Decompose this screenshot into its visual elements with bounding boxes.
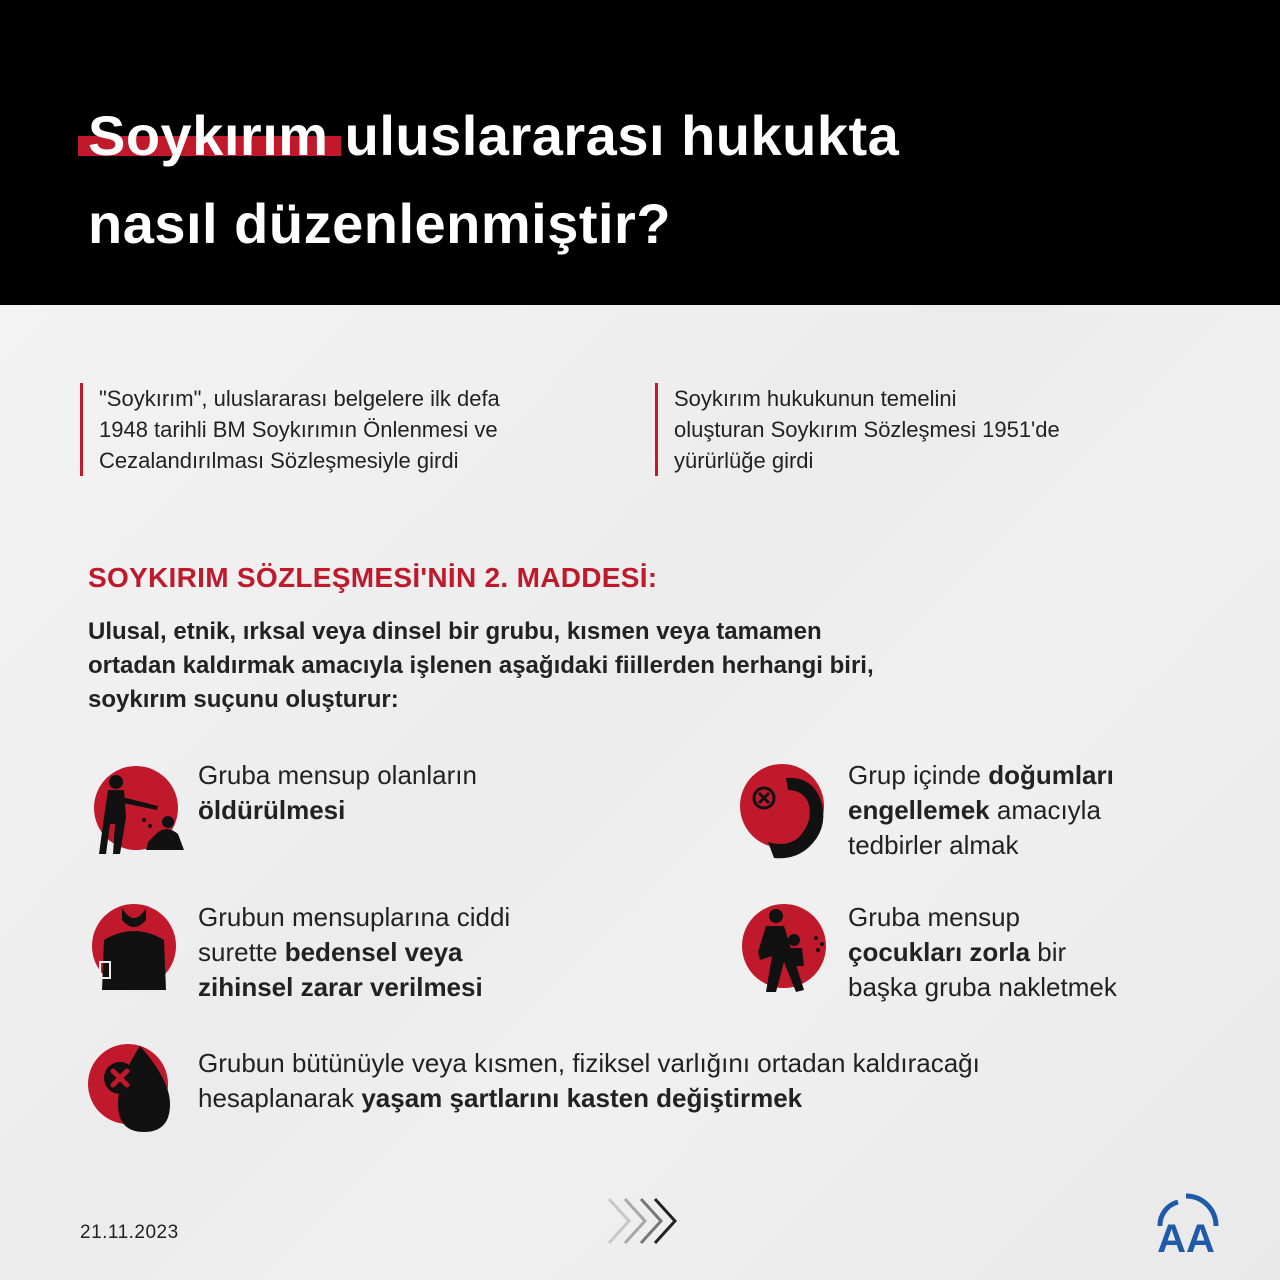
header: [0, 0, 1280, 305]
article-desc-line: Ulusal, etnik, ırksal veya dinsel bir grubu, kısmen veya tamamen: [88, 618, 822, 645]
blood-drop-cross-icon: [86, 1040, 186, 1140]
item-children-text: [848, 900, 1198, 1005]
injured-person-icon: [86, 900, 186, 1000]
item-text-bold: öldürülmesi: [198, 795, 346, 825]
item-text-line: başka gruba nakletmek: [848, 972, 1117, 1002]
item-births-text: [848, 758, 1198, 863]
item-text-bold: yaşam şartlarını kasten değiştirmek: [361, 1083, 803, 1113]
item-killing-text: [198, 758, 638, 828]
intro-left-line: Cezalandırılması Sözleşmesiyle girdi: [99, 448, 459, 473]
page-title: [88, 92, 1188, 268]
gunman-icon: [86, 762, 186, 862]
item-harm: [86, 900, 646, 1010]
intro-right-line: oluşturan Soykırım Sözleşmesi 1951'de: [674, 417, 1060, 442]
item-conditions-text: [198, 1046, 1188, 1116]
article-title: SOYKIRIM SÖZLEŞMESİ'NİN 2. MADDESİ:: [88, 562, 658, 593]
item-text-line: Grup içinde: [848, 760, 989, 790]
publish-date: 21.11.2023: [80, 1222, 179, 1243]
intro-left-line: "Soykırım", uluslararası belgelere ilk defa: [99, 386, 500, 411]
aa-logo-icon: [1150, 1192, 1222, 1256]
title-line2: nasıl düzenlenmiştir?: [88, 192, 672, 255]
item-text-line: surette: [198, 937, 285, 967]
child-abduction-icon: [738, 900, 838, 1000]
pregnancy-blocked-icon: [738, 762, 838, 862]
intro-right-line: yürürlüğe girdi: [674, 448, 814, 473]
item-text-bold: doğumları: [988, 760, 1114, 790]
item-text-line: Grubun bütünüyle veya kısmen, fiziksel varlığını ortadan kaldıracağı: [198, 1048, 980, 1078]
item-text-bold: çocukları zorla: [848, 937, 1031, 967]
item-conditions: [86, 1040, 1196, 1150]
item-text-bold: bedensel veya: [284, 937, 463, 967]
item-children: [738, 900, 1198, 1010]
item-text-line: amacıyla: [989, 795, 1101, 825]
item-text-bold: zihinsel zarar verilmesi: [198, 972, 483, 1002]
item-text-line: hesaplanarak: [198, 1083, 362, 1113]
article-description: [88, 615, 1088, 717]
item-harm-text: [198, 900, 638, 1005]
item-text-line: Gruba mensup olanların: [198, 760, 477, 790]
item-text-line: Grubun mensuplarına ciddi: [198, 902, 511, 932]
item-text-line: bir: [1030, 937, 1067, 967]
intro-right-line: Soykırım hukukunun temelini: [674, 386, 957, 411]
item-births: [738, 762, 1198, 872]
intro-left-line: 1948 tarihli BM Soykırımın Önlenmesi ve: [99, 417, 498, 442]
title-line1-rest: uluslararası hukukta: [328, 104, 900, 167]
item-text-bold: engellemek: [848, 795, 990, 825]
title-highlight: Soykırım: [88, 92, 329, 180]
item-text-line: Gruba mensup: [848, 902, 1020, 932]
item-text-line: tedbirler almak: [848, 830, 1019, 860]
chevrons-right-icon[interactable]: [605, 1195, 677, 1247]
logo-text: AA: [1157, 1217, 1215, 1256]
intro-right: [655, 383, 1154, 476]
item-killing: [86, 762, 646, 872]
intro-left: [80, 383, 599, 476]
article-desc-line: ortadan kaldırmak amacıyla işlenen aşağıdaki fiillerden herhangi biri,: [88, 652, 874, 679]
article-desc-line: soykırım suçunu oluşturur:: [88, 686, 399, 713]
